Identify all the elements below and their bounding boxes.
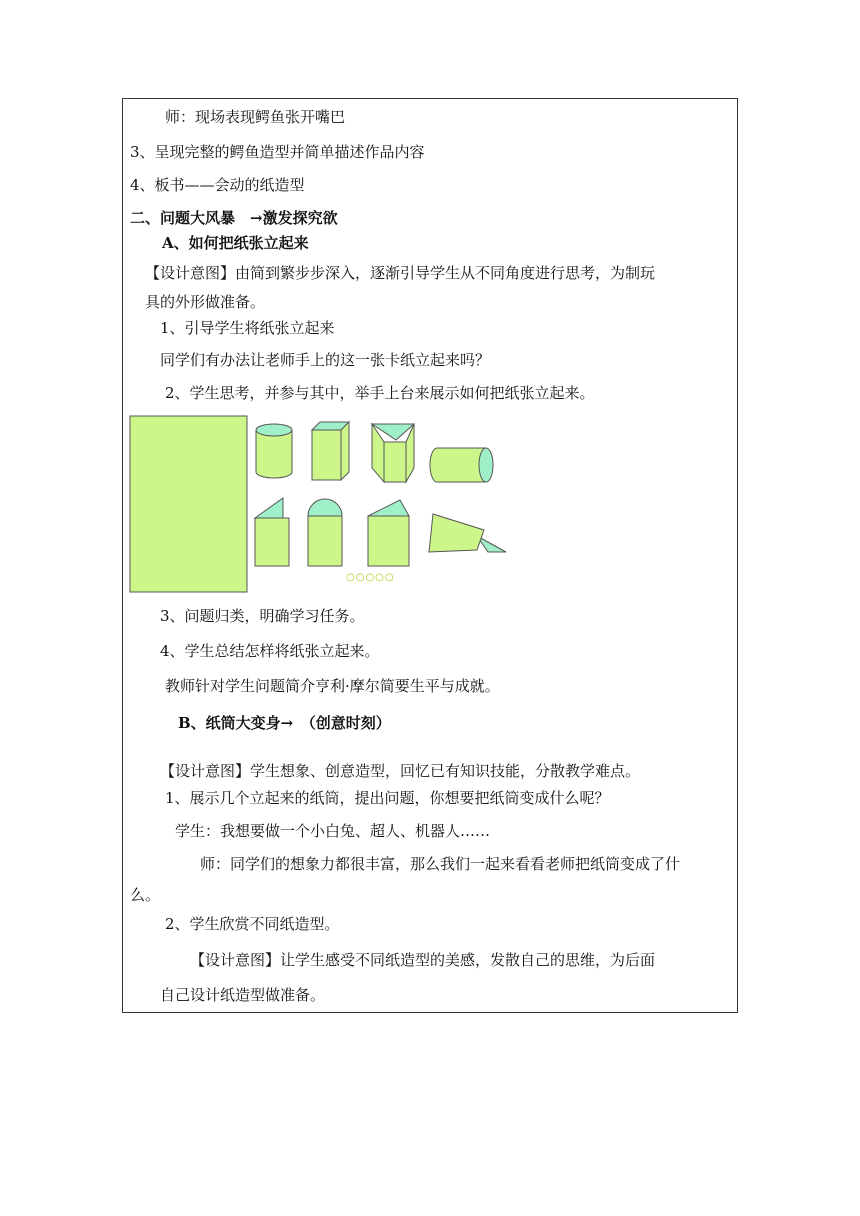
text-line: 具的外形做准备。 [145, 293, 266, 311]
text-line: 师：同学们的想象力都很丰富，那么我们一起来看看老师把纸筒变成了什 [200, 855, 681, 873]
text-line: 3、呈现完整的鳄鱼造型并简单描述作品内容 [130, 143, 425, 161]
section-heading: 二、问题大风暴 →激发探究欲 [130, 209, 338, 227]
design-intent-text: 【设计意图】让学生感受不同纸造型的美感，发散自己的思维，为后面 [190, 951, 656, 969]
text-line: 4、学生总结怎样将纸张立起来。 [160, 642, 380, 660]
tent-card-shape [429, 514, 506, 552]
text-line: 么。 [130, 886, 161, 904]
triangular-prism-shape [372, 424, 414, 482]
subsection-heading: A、如何把纸张立起来 [162, 234, 309, 252]
text-line: 自己设计纸造型做准备。 [160, 986, 326, 1004]
design-intent-text: 【设计意图】学生想象、创意造型，回忆已有知识技能，分散教学难点。 [160, 762, 641, 780]
triangle-top-shape [368, 500, 409, 566]
square-prism-shape [312, 422, 349, 480]
text-line: 4、板书——会动的纸造型 [130, 176, 305, 194]
arch-shape [308, 499, 342, 566]
flat-card-shape [130, 416, 247, 592]
ellipsis-dots: ○○○○○ [346, 572, 395, 583]
text-line: 教师针对学生问题简介亨利·摩尔简要生平与成就。 [165, 677, 500, 695]
text-line: 师：现场表现鳄鱼张开嘴巴 [165, 108, 346, 126]
text-line: 2、学生欣赏不同纸造型。 [165, 915, 340, 933]
subsection-heading: B、纸筒大变身→ （创意时刻） [178, 714, 391, 732]
design-intent-text: 【设计意图】由简到繁步步深入，逐渐引导学生从不同角度进行思考，为制玩 [145, 264, 656, 282]
text-line: 3、问题归类，明确学习任务。 [160, 607, 365, 625]
text-line: 同学们有办法让老师手上的这一张卡纸立起来吗？ [160, 351, 491, 369]
text-line: 1、引导学生将纸张立起来 [160, 319, 335, 337]
text-line: 1、展示几个立起来的纸筒，提出问题，你想要把纸筒变成什么呢？ [165, 789, 610, 807]
horizontal-cylinder-shape [430, 448, 493, 482]
flap-fold-shape [255, 498, 289, 566]
cylinder-shape [256, 424, 292, 478]
text-line: 学生：我想要做一个小白兔、超人、机器人…… [175, 822, 491, 840]
paper-stand-figure [128, 414, 508, 594]
text-line: 2、学生思考，并参与其中，举手上台来展示如何把纸张立起来。 [165, 384, 595, 402]
